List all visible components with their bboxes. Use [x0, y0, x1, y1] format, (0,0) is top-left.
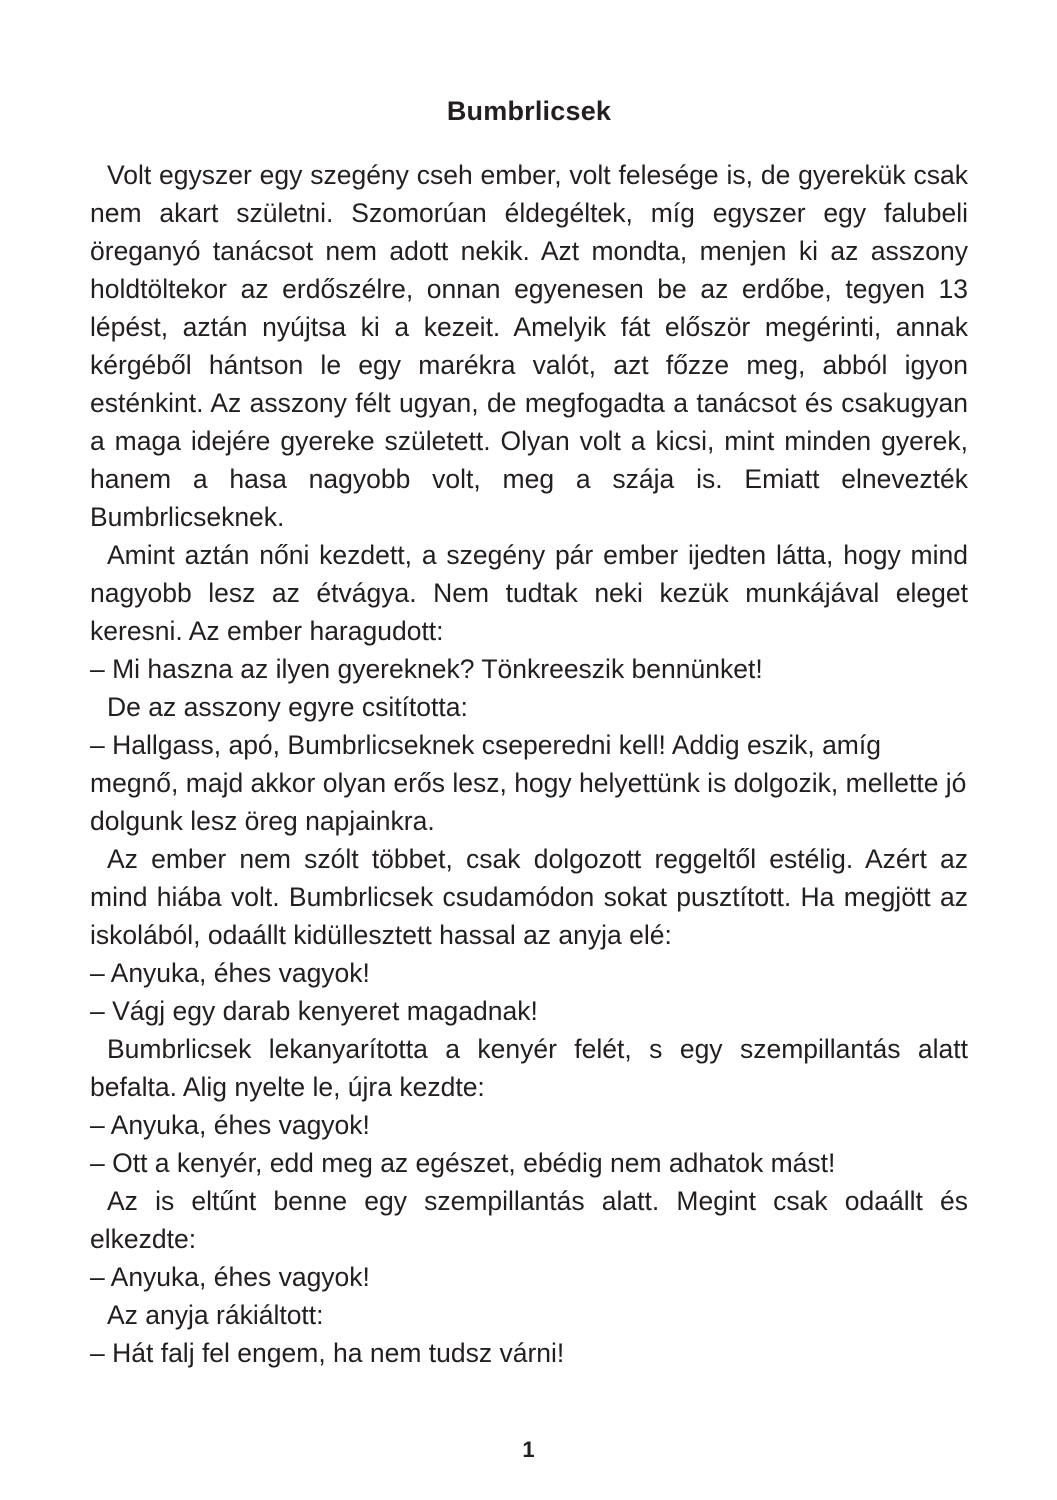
dialogue-line: – Anyuka, éhes vagyok!: [90, 1262, 370, 1292]
story-paragraph: De az asszony egyre csitította:: [107, 692, 468, 722]
story-paragraph: Volt egyszer egy szegény cseh ember, volt felesége is, de gyerekük csak nem akart születni. Szomorúan éldegéltek, míg egyszer egy falubeli öreganyó tanácsot nem adott nekik. Azt mondta, menjen ki az asszony holdtöltekor az erdőszélre, onnan egyenesen be az erdőbe, tegyen 13 lépést, aztán nyújtsa ki a kezeit. Amelyik fát először megérinti, annak kérgéből hántson le egy marékra valót, azt főzze meg, abból igyon esténkint. Az asszony félt ugyan, de megfogadta a tanácsot és csakugyan a maga idejére gyereke született. Olyan volt a kicsi, mint minden gyerek, hanem a hasa nagyobb volt, meg a szája is. Emiatt elnevezték Bumbrlicseknek.: [90, 160, 968, 532]
page-content: [90, 0, 968, 1372]
dialogue-line: – Mi haszna az ilyen gyereknek? Tönkreeszik bennünket!: [90, 654, 763, 684]
story-paragraph: Amint aztán nőni kezdett, a szegény pár ember ijedten látta, hogy mind nagyobb lesz az étvágya. Nem tudtak neki kezük munkájával eleget keresni. Az ember haragudott:: [90, 540, 968, 646]
dialogue-line: – Anyuka, éhes vagyok!: [90, 1110, 370, 1140]
page-number: 1: [522, 1437, 535, 1462]
dialogue-line: – Hát falj fel engem, ha nem tudsz várni!: [90, 1338, 565, 1368]
story-paragraph: Az anyja rákiáltott:: [107, 1300, 324, 1330]
page-title: Bumbrlicsek: [446, 96, 612, 126]
dialogue-line: – Anyuka, éhes vagyok!: [90, 958, 370, 988]
story-paragraph: Bumbrlicsek lekanyarította a kenyér felét, s egy szempillantás alatt befalta. Alig nyelte le, újra kezdte:: [90, 1034, 968, 1102]
dialogue-line: – Hallgass, apó, Bumbrlicseknek cseperedni kell! Addig eszik, amíg megnő, majd akkor olyan erős lesz, hogy helyettünk is dolgozik, mellette jó dolgunk lesz öreg napjainkra.: [90, 730, 967, 836]
story-body: [90, 156, 968, 1372]
story-paragraph: Az ember nem szólt többet, csak dolgozott reggeltől estélig. Azért az mind hiába volt. Bumbrlicsek csudamódon sokat pusztított. Ha megjött az iskolából, odaállt kidüllesztett hassal az anyja elé:: [90, 844, 968, 950]
story-paragraph: Az is eltűnt benne egy szempillantás alatt. Megint csak odaállt és elkezdte:: [90, 1186, 968, 1254]
dialogue-line: – Vágj egy darab kenyeret magadnak!: [90, 996, 538, 1026]
dialogue-line: – Ott a kenyér, edd meg az egészet, ebédig nem adhatok mást!: [90, 1148, 836, 1178]
